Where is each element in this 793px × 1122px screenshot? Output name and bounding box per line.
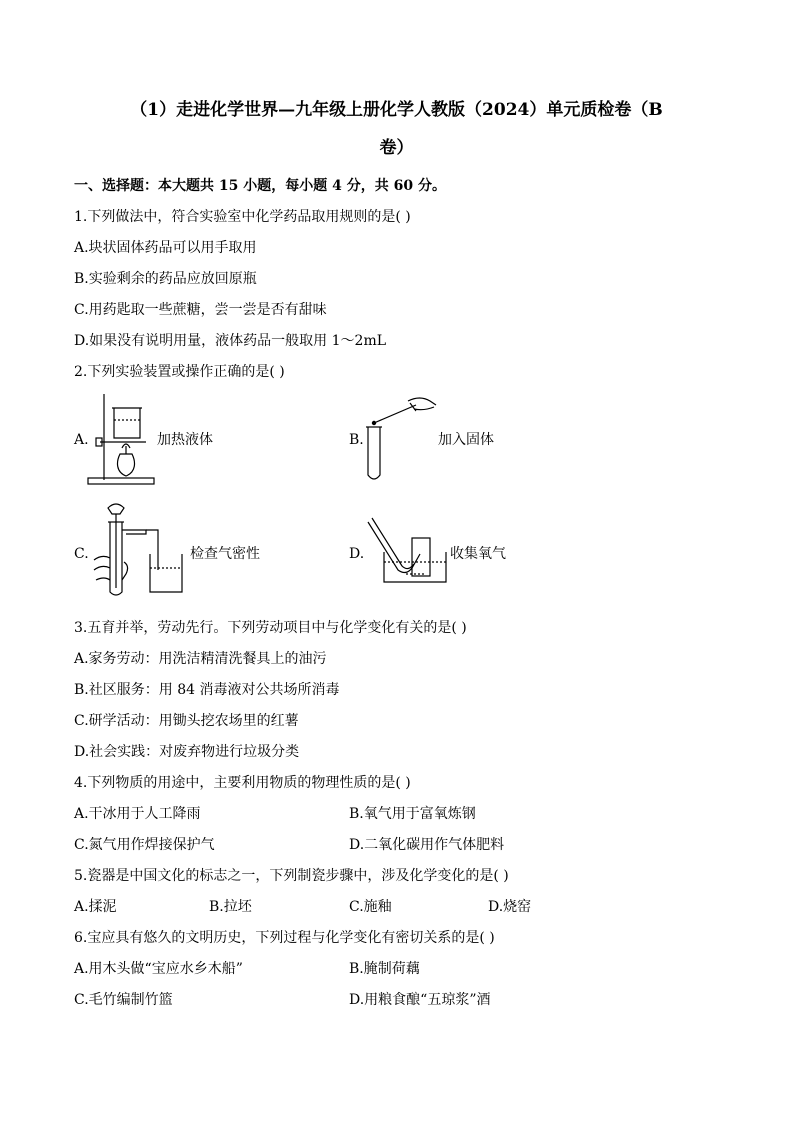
title-line-2: 卷） <box>379 138 414 158</box>
q2-stem: 2.下列实验装置或操作正确的是( ) <box>74 364 285 380</box>
q5-option-b: B.拉坯 <box>209 899 252 915</box>
q6-option-b: B.腌制荷藕 <box>349 961 420 977</box>
q3-option-a: A.家务劳动：用洗洁精清洗餐具上的油污 <box>74 651 327 667</box>
q4-option-d: D.二氧化碳用作气体肥料 <box>349 837 505 853</box>
q3-option-b: B.社区服务：用 84 消毒液对公共场所消毒 <box>74 682 340 698</box>
q5-option-c: C.施釉 <box>349 899 392 915</box>
q2-caption-c: 检查气密性 <box>190 546 260 562</box>
heating-liquid-figure <box>86 392 156 486</box>
q2-option-d: D. <box>349 546 365 562</box>
q4-option-c: C.氮气用作焊接保护气 <box>74 837 215 853</box>
q2-option-c: C. <box>74 546 89 562</box>
q2-option-b: B. <box>349 432 364 448</box>
q2-option-a: A. <box>74 432 89 448</box>
q6-stem: 6.宝应具有悠久的文明历史，下列过程与化学变化有密切关系的是( ) <box>74 930 495 946</box>
q4-option-a: A.干冰用于人工降雨 <box>74 806 201 822</box>
q4-option-b: B.氧气用于富氧炼钢 <box>349 806 476 822</box>
q4-stem: 4.下列物质的用途中，主要利用物质的物理性质的是( ) <box>74 775 411 791</box>
q3-option-d: D.社会实践：对废弃物进行垃圾分类 <box>74 744 300 760</box>
q1-stem: 1.下列做法中，符合实验室中化学药品取用规则的是( ) <box>74 209 411 225</box>
q2-caption-a: 加热液体 <box>157 432 213 448</box>
q1-option-a: A.块状固体药品可以用手取用 <box>74 240 257 256</box>
q6-option-a: A.用木头做“宝应水乡木船” <box>74 961 243 977</box>
q1-option-d: D.如果没有说明用量，液体药品一般取用 1～2mL <box>74 333 387 349</box>
airtightness-figure <box>88 500 192 600</box>
q2-caption-d: 收集氧气 <box>450 546 506 562</box>
q3-stem: 3.五育并举，劳动先行。下列劳动项目中与化学变化有关的是( ) <box>74 620 467 636</box>
q6-option-c: C.毛竹编制竹篮 <box>74 992 173 1008</box>
q3-option-c: C.研学活动：用锄头挖农场里的红薯 <box>74 713 299 729</box>
q2-caption-b: 加入固体 <box>438 432 494 448</box>
adding-solid-figure <box>364 393 438 483</box>
q5-stem: 5.瓷器是中国文化的标志之一，下列制瓷步骤中，涉及化学变化的是( ) <box>74 868 509 884</box>
section-heading: 一、选择题：本大题共 15 小题，每小题 4 分，共 60 分。 <box>74 178 446 194</box>
q5-option-a: A.揉泥 <box>74 899 117 915</box>
title-line-1: （1）走进化学世界—九年级上册化学人教版（2024）单元质检卷（B <box>130 100 663 120</box>
q1-option-c: C.用药匙取一些蔗糖，尝一尝是否有甜味 <box>74 302 327 318</box>
q1-option-b: B.实验剩余的药品应放回原瓶 <box>74 271 257 287</box>
collect-oxygen-figure <box>366 514 450 586</box>
q6-option-d: D.用粮食酿“五琼浆”酒 <box>349 992 491 1008</box>
q5-option-d: D.烧窑 <box>488 899 532 915</box>
